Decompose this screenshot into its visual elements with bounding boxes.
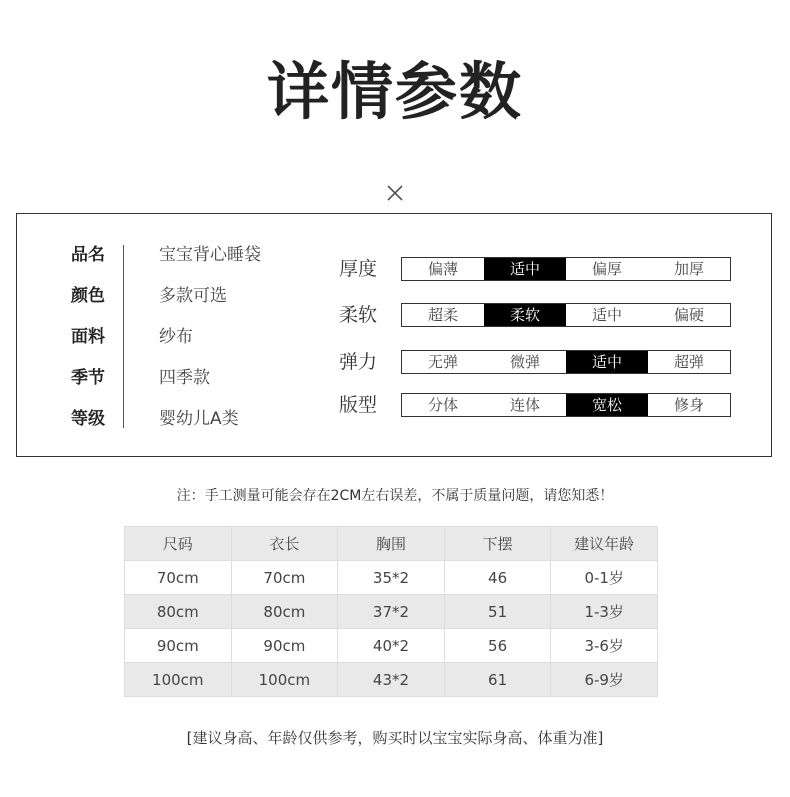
table-row [125, 629, 658, 663]
scale-bar [401, 303, 731, 327]
table-row [125, 561, 658, 595]
attribute-label: 面料 [71, 327, 105, 347]
scale-elasticity [339, 350, 759, 374]
attribute-label: 品名 [71, 245, 105, 265]
attribute-label: 季节 [71, 368, 105, 388]
table-cell: 90cm [125, 629, 232, 663]
table-cell: 100cm [231, 663, 338, 697]
scale-option: 适中 [591, 306, 622, 324]
table-cell: 70cm [125, 561, 232, 595]
table-cell: 56 [444, 629, 551, 663]
table-cell: 40*2 [338, 629, 445, 663]
table-cell: 3-6岁 [551, 629, 658, 663]
scale-option: 微弹 [509, 353, 540, 371]
column-header: 尺码 [125, 527, 232, 561]
attribute-row-color [17, 281, 317, 311]
size-table [124, 526, 658, 697]
table-cell: 90cm [231, 629, 338, 663]
scale-option: 修身 [673, 396, 704, 414]
scale-option: 偏硬 [673, 306, 704, 324]
attribute-row-name [17, 240, 317, 270]
table-cell: 51 [444, 595, 551, 629]
scale-option: 适中 [566, 351, 648, 373]
attribute-label: 颜色 [71, 286, 105, 306]
table-cell: 43*2 [338, 663, 445, 697]
scale-option: 加厚 [673, 260, 704, 278]
table-cell: 70cm [231, 561, 338, 595]
table-cell: 61 [444, 663, 551, 697]
scale-label: 弹力 [339, 351, 378, 373]
scale-label: 厚度 [339, 258, 378, 280]
attribute-value: 四季款 [159, 368, 210, 388]
measurement-note: 注：手工测量可能会存在2CM左右误差，不属于质量问题，请您知悉！ [176, 488, 614, 504]
scale-label: 柔软 [339, 304, 378, 326]
attribute-value: 宝宝背心睡袋 [159, 245, 261, 265]
page-title: 详情参数 [266, 55, 523, 128]
x-icon [385, 183, 405, 203]
table-cell: 6-9岁 [551, 663, 658, 697]
footer-note: [建议身高、年龄仅供参考，购买时以宝宝实际身高、体重为准] [186, 729, 604, 747]
product-info-box [16, 213, 772, 457]
scale-bar [401, 257, 731, 281]
column-header: 建议年龄 [551, 527, 658, 561]
table-cell: 80cm [125, 595, 232, 629]
attribute-value: 多款可选 [159, 286, 227, 306]
table-cell: 80cm [231, 595, 338, 629]
column-header: 衣长 [231, 527, 338, 561]
attribute-row-fabric [17, 322, 317, 352]
scale-option: 偏薄 [427, 260, 458, 278]
scale-option: 柔软 [484, 304, 566, 326]
scale-option: 分体 [427, 396, 458, 414]
table-row [125, 595, 658, 629]
scale-option: 连体 [509, 396, 540, 414]
column-header: 胸围 [338, 527, 445, 561]
scale-softness [339, 303, 759, 327]
scale-label: 版型 [339, 394, 378, 416]
table-cell: 46 [444, 561, 551, 595]
column-header: 下摆 [444, 527, 551, 561]
scale-option: 超弹 [673, 353, 704, 371]
attribute-label: 等级 [71, 409, 105, 429]
scale-thickness [339, 257, 759, 281]
scale-option: 偏厚 [591, 260, 622, 278]
attribute-row-grade [17, 404, 317, 434]
scale-fit [339, 393, 759, 417]
table-cell: 35*2 [338, 561, 445, 595]
table-cell: 100cm [125, 663, 232, 697]
attribute-value: 婴幼儿A类 [159, 409, 239, 429]
attribute-value: 纱布 [159, 327, 193, 347]
scale-option: 超柔 [427, 306, 458, 324]
table-row [125, 663, 658, 697]
attribute-row-season [17, 363, 317, 393]
table-cell: 0-1岁 [551, 561, 658, 595]
scale-bar [401, 350, 731, 374]
table-header-row [125, 527, 658, 561]
scale-option: 无弹 [427, 353, 458, 371]
scale-option: 适中 [484, 258, 566, 280]
table-cell: 37*2 [338, 595, 445, 629]
scale-bar [401, 393, 731, 417]
scale-option: 宽松 [566, 394, 648, 416]
table-cell: 1-3岁 [551, 595, 658, 629]
